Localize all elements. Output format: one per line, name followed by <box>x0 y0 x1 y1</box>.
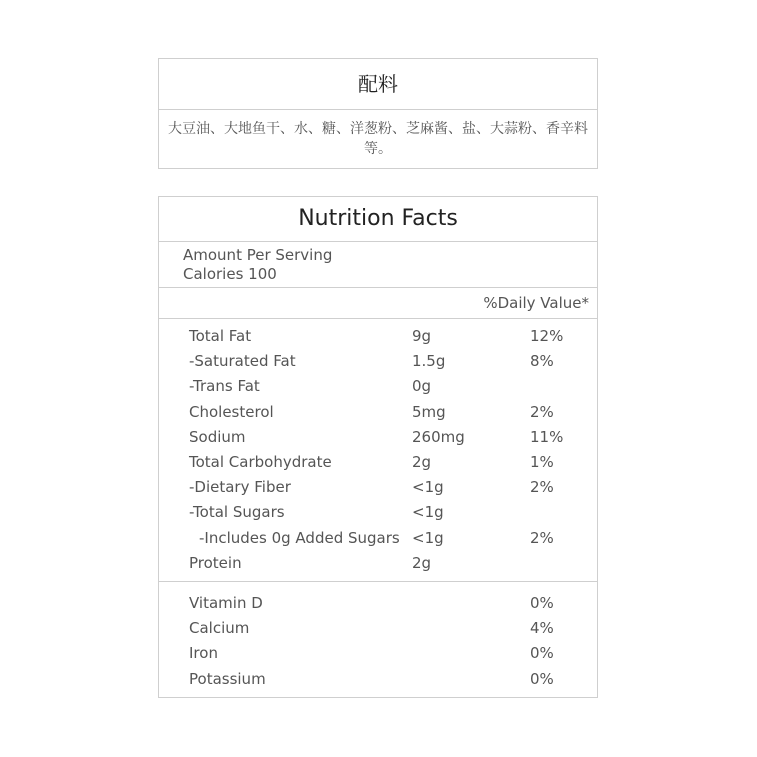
nutrient-amount: 5mg <box>412 402 446 421</box>
nutrient-name: Cholesterol <box>189 402 274 421</box>
nutrient-amount: <1g <box>412 478 444 497</box>
nutrient-row <box>159 349 597 374</box>
nutrient-name: Total Fat <box>189 327 252 345</box>
vitamin-name: Vitamin D <box>189 594 263 612</box>
nutrient-amount: 9g <box>412 327 432 345</box>
vitamin-daily-value: 4% <box>530 619 554 638</box>
nutrient-daily-value: 2% <box>530 402 554 421</box>
nutrient-row <box>159 374 597 399</box>
vitamin-name: Potassium <box>189 669 266 688</box>
ingredients-title: 配料 <box>159 59 597 110</box>
vitamin-daily-value: 0% <box>530 644 554 663</box>
nutrient-row <box>159 425 597 450</box>
vitamin-daily-value: 0% <box>530 669 554 688</box>
calories-label: Calories 100 <box>183 265 277 283</box>
nutrient-daily-value: 11% <box>530 427 564 446</box>
nutrient-name: Total Carbohydrate <box>189 452 332 471</box>
nutrient-name: -Saturated Fat <box>189 352 296 371</box>
nutrients-table <box>159 319 597 582</box>
nutrition-title: Nutrition Facts <box>159 197 597 242</box>
nutrient-name: Protein <box>189 553 242 572</box>
vitamin-name: Calcium <box>189 619 250 638</box>
nutrient-row <box>159 551 597 576</box>
nutrient-name: Sodium <box>189 427 246 446</box>
nutrient-row <box>159 400 597 425</box>
nutrient-amount: 260mg <box>412 427 465 446</box>
nutrient-amount: 1.5g <box>412 352 446 371</box>
vitamin-daily-value: 0% <box>530 594 554 612</box>
nutrient-amount: 2g <box>412 452 432 471</box>
nutrition-facts-panel <box>158 196 598 698</box>
ingredients-panel <box>158 58 598 169</box>
vitamin-row <box>159 616 597 641</box>
vitamin-row <box>159 591 597 616</box>
vitamins-table <box>159 582 597 692</box>
nutrient-daily-value: 1% <box>530 452 554 471</box>
nutrient-daily-value: 2% <box>530 478 554 497</box>
nutrient-name: -Total Sugars <box>189 503 285 522</box>
nutrient-amount: 2g <box>412 553 432 572</box>
nutrient-row <box>159 475 597 500</box>
nutrient-row <box>159 324 597 349</box>
daily-value-header: %Daily Value* <box>159 288 597 319</box>
nutrient-daily-value: 8% <box>530 352 554 371</box>
amount-per-serving-label: Amount Per Serving <box>183 246 333 264</box>
vitamin-name: Iron <box>189 644 218 663</box>
vitamin-row <box>159 667 597 692</box>
nutrient-amount: <1g <box>412 503 444 522</box>
vitamin-row <box>159 641 597 666</box>
nutrient-daily-value: 2% <box>530 528 554 547</box>
nutrient-amount: <1g <box>412 528 444 547</box>
ingredients-text: 大豆油、大地鱼干、水、糖、洋葱粉、芝麻酱、盐、大蒜粉、香辛料等。 <box>168 121 588 157</box>
nutrient-name: -Dietary Fiber <box>189 478 291 497</box>
nutrient-row <box>159 500 597 525</box>
nutrient-name: -Includes 0g Added Sugars <box>199 528 400 547</box>
nutrient-daily-value: 12% <box>530 327 564 345</box>
nutrient-row <box>159 450 597 475</box>
serving-section <box>159 242 597 288</box>
nutrient-amount: 0g <box>412 377 432 396</box>
nutrient-row <box>159 526 597 551</box>
nutrient-name: -Trans Fat <box>189 377 260 396</box>
